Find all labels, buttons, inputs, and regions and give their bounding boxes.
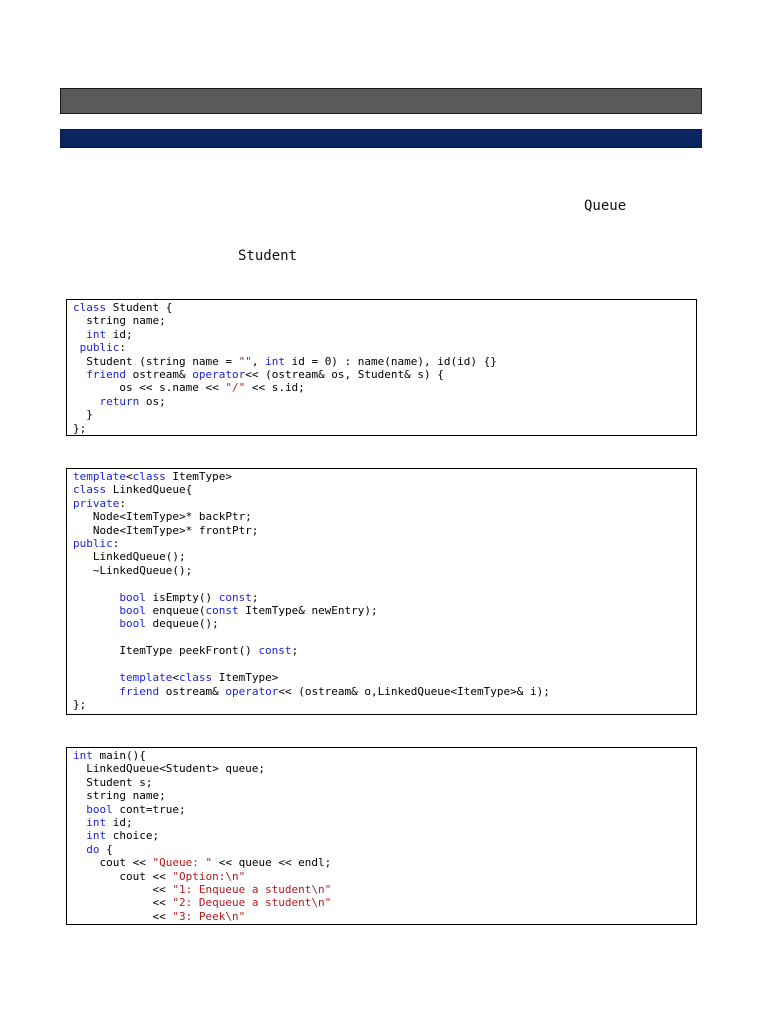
code-text: Node<ItemType>* frontPtr; — [73, 523, 259, 537]
code-line — [73, 816, 133, 829]
code-text: LinkedQueue(); — [73, 550, 186, 564]
code-line — [73, 910, 245, 923]
code-text: Student { — [106, 301, 173, 314]
code-text: os; — [139, 394, 166, 408]
code-listing — [73, 470, 696, 711]
code-text: cont=true; — [112, 802, 186, 816]
code-keyword: bool — [119, 617, 146, 631]
code-text: cout << — [73, 856, 153, 870]
code-text — [73, 803, 86, 816]
code-keyword: class — [73, 483, 107, 497]
code-line — [73, 803, 186, 816]
student-term: Student — [238, 248, 298, 264]
code-text: : — [119, 341, 126, 355]
code-line — [73, 550, 186, 563]
code-text — [73, 685, 119, 698]
code-line — [73, 537, 119, 550]
code-text: < — [172, 671, 179, 685]
code-keyword: public — [73, 537, 113, 551]
code-text: }; — [73, 697, 87, 711]
code-text: ostream& — [159, 684, 226, 698]
code-text — [73, 816, 86, 829]
code-line — [73, 564, 192, 577]
code-keyword: template — [73, 470, 126, 483]
code-keyword: private — [73, 496, 120, 510]
code-text — [73, 395, 100, 408]
code-text: Student s; — [73, 775, 153, 789]
code-text: LinkedQueue{ — [106, 483, 193, 497]
code-line — [73, 829, 159, 842]
code-line — [73, 314, 166, 327]
code-line — [73, 301, 172, 314]
code-block-student-class — [66, 299, 697, 436]
code-text: : — [112, 537, 120, 551]
code-text: id; — [106, 816, 133, 830]
code-keyword: template — [119, 671, 173, 685]
code-string: "Queue: " — [152, 856, 213, 870]
code-keyword: operator — [192, 368, 246, 382]
code-text: ; — [251, 590, 259, 604]
code-line — [73, 789, 166, 802]
code-text: os << s.name << — [73, 381, 226, 395]
code-text: id; — [106, 327, 133, 341]
code-text: : — [119, 496, 126, 510]
queue-term: Queue — [584, 198, 627, 214]
code-line — [73, 762, 265, 775]
code-text: , — [251, 354, 266, 368]
code-line — [73, 776, 152, 789]
code-text: << s.id; — [245, 381, 305, 395]
code-line — [73, 617, 219, 630]
code-line — [73, 328, 133, 341]
code-line — [73, 368, 444, 381]
code-text: < — [125, 470, 133, 483]
code-line — [73, 381, 305, 394]
code-line — [73, 483, 192, 496]
code-text: ~LinkedQueue(); — [73, 563, 193, 577]
code-text — [73, 604, 119, 617]
code-text: ItemType peekFront() — [73, 644, 259, 658]
code-text — [73, 671, 119, 684]
code-string: "/" — [225, 381, 246, 395]
code-keyword: friend — [119, 684, 160, 698]
code-text — [73, 843, 86, 856]
code-line — [73, 524, 258, 537]
code-keyword: bool — [86, 802, 113, 816]
code-string: "2: Dequeue a student\n" — [172, 896, 332, 910]
code-keyword: operator — [225, 684, 279, 698]
code-line — [73, 870, 245, 883]
code-line — [73, 856, 331, 869]
code-line — [73, 497, 126, 510]
code-text: << (ostream& os, Student& s) { — [245, 368, 444, 382]
code-text — [73, 829, 86, 842]
code-line — [73, 510, 252, 523]
code-text: << — [73, 909, 173, 923]
code-text: main(){ — [92, 749, 146, 762]
code-text: ; — [291, 644, 299, 658]
code-line — [73, 604, 378, 617]
code-line — [73, 644, 298, 657]
code-text — [73, 617, 119, 630]
code-listing — [73, 749, 696, 923]
code-line — [73, 883, 331, 896]
code-text: dequeue(); — [145, 617, 219, 631]
code-text — [73, 328, 86, 341]
code-text: string name; — [73, 314, 166, 328]
code-block-main-function — [66, 747, 697, 925]
code-text: choice; — [106, 829, 160, 843]
code-line — [73, 896, 331, 909]
code-line — [73, 671, 278, 684]
code-text: << queue << endl; — [212, 856, 332, 870]
code-keyword: friend — [86, 368, 126, 382]
code-listing — [73, 301, 696, 435]
code-line — [73, 591, 258, 604]
code-line — [73, 698, 86, 711]
code-line — [73, 843, 113, 856]
code-keyword: int — [73, 749, 93, 762]
code-text: Student (string name = — [73, 354, 239, 368]
code-string: "1: Enqueue a student\n" — [172, 883, 332, 897]
code-line — [73, 341, 126, 354]
code-keyword: bool — [119, 604, 146, 618]
code-string: "" — [238, 354, 252, 368]
code-text: id = 0) : name(name), id(id) {} — [284, 354, 497, 368]
code-line — [73, 395, 166, 408]
code-text: string name; — [73, 789, 166, 803]
code-text: }; — [73, 421, 87, 435]
code-text: cout << — [73, 869, 173, 883]
code-text: ostream& — [126, 368, 193, 382]
code-keyword: class — [178, 671, 213, 685]
code-text: << — [73, 883, 173, 897]
code-text: } — [73, 408, 93, 422]
code-keyword: const — [258, 644, 292, 658]
code-text: { — [99, 842, 113, 856]
code-line — [73, 749, 146, 762]
code-text: Node<ItemType>* backPtr; — [73, 510, 252, 524]
code-keyword: const — [205, 604, 239, 618]
code-keyword: bool — [119, 590, 146, 604]
code-line — [73, 422, 86, 435]
code-keyword: int — [86, 829, 107, 843]
code-keyword: do — [86, 842, 100, 856]
code-keyword: int — [86, 816, 107, 830]
code-line — [73, 470, 232, 483]
code-text: enqueue( — [145, 604, 206, 618]
code-text: LinkedQueue<Student> queue; — [73, 762, 266, 776]
code-string: "Option:\n" — [172, 869, 246, 883]
code-line — [73, 685, 550, 698]
code-text: << — [73, 896, 173, 910]
code-block-linked-queue — [66, 468, 697, 715]
code-text — [73, 368, 86, 381]
code-line — [73, 408, 93, 421]
subsection-heading-bar — [60, 129, 702, 148]
section-heading-bar — [60, 88, 702, 114]
code-string: "3: Peek\n" — [172, 909, 246, 923]
code-keyword: class — [73, 301, 107, 314]
code-keyword: const — [218, 590, 252, 604]
code-keyword: int — [86, 327, 107, 341]
code-text: isEmpty() — [145, 590, 219, 604]
code-text — [73, 591, 119, 604]
code-keyword: public — [79, 341, 120, 355]
code-keyword: int — [265, 354, 285, 368]
code-keyword: return — [99, 394, 140, 408]
code-line — [73, 355, 497, 368]
code-text — [73, 341, 80, 354]
code-text: << (ostream& o,LinkedQueue<ItemType>& i); — [278, 684, 550, 698]
code-text: ItemType> — [212, 671, 279, 685]
code-text: ItemType> — [165, 470, 232, 483]
code-keyword: class — [132, 470, 166, 483]
code-text: ItemType& newEntry); — [238, 604, 378, 618]
